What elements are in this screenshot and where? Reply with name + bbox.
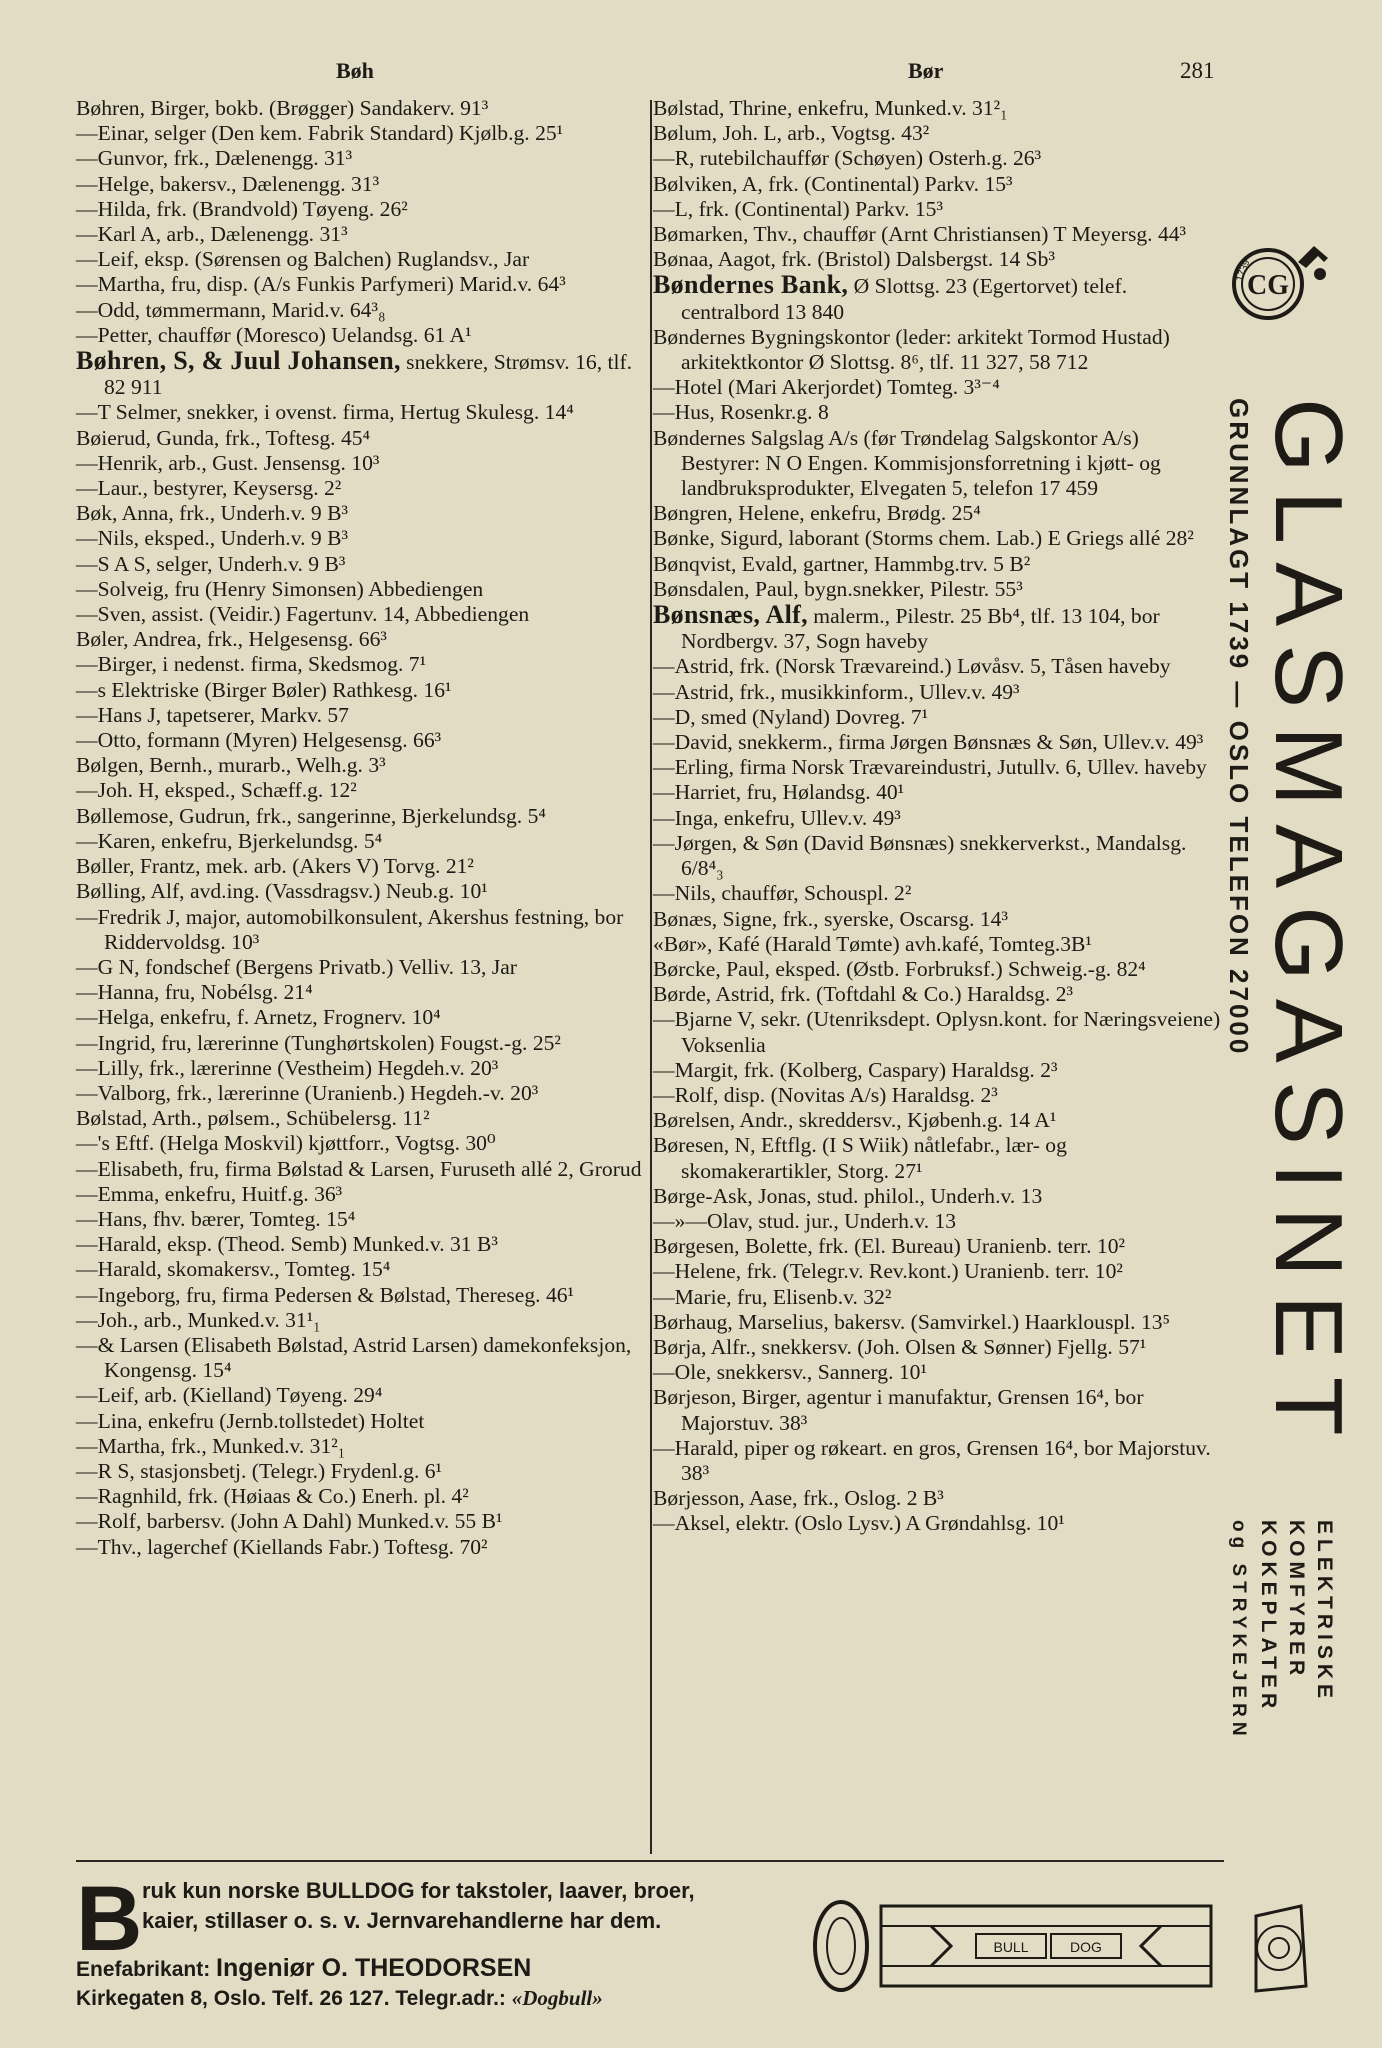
directory-entry: —Karen, enkefru, Bjerkelundsg. 5⁴	[76, 828, 383, 853]
directory-entry: —Inga, enkefru, Ullev.v. 49³	[653, 805, 901, 830]
directory-entry: Bøndernes Salgslag A/s (før Trøndelag Salgskontor A/s) Bestyrer: N O Engen. Kommisjonsforretning i kjøtt- og landbruksprodukter, Elvegaten 5, telefon 17 459	[653, 425, 1161, 501]
directory-entry: —Bjarne V, sekr. (Utenriksdept. Oplysn.kont. for Næringsveiene) Voksenlia	[653, 1007, 1221, 1057]
directory-entry: —Helene, frk. (Telegr.v. Rev.kont.) Uranienb. terr. 10²	[653, 1259, 1123, 1284]
directory-entry: Børhaug, Marselius, bakersv. (Samvirkel.) Haarklouspl. 13⁵	[653, 1309, 1171, 1334]
column-divider	[650, 100, 652, 1854]
directory-entry: —Aksel, elektr. (Oslo Lysv.) A Grøndahlsg. 10¹	[653, 1511, 1065, 1536]
directory-entry: —Rolf, disp. (Novitas A/s) Haraldsg. 2³	[653, 1082, 998, 1107]
directory-entry: Bølling, Alf, avd.ing. (Vassdragsv.) Neub.g. 10¹	[76, 879, 488, 904]
directory-entry: —Otto, formann (Myren) Helgesensg. 66³	[76, 728, 442, 753]
glasmagasinet-subtitle: GRUNNLAGT 1739 — OSLO TELEFON 27000	[1224, 398, 1254, 1057]
ad-komfyrer: KOMFYRER	[1285, 1520, 1308, 1681]
header-left: Bøh	[336, 58, 374, 83]
ad-initial: B	[76, 1868, 143, 1970]
ad-maker-name: Ingeniør O. THEODORSEN	[216, 1954, 532, 1982]
directory-entry: Bøndernes Bygningskontor (leder: arkitekt Tormod Hustad) arkitektkontor Ø Slottsg. 8⁶, tlf. 11 327, 58 712	[653, 324, 1170, 375]
ad-line-1: ruk kun norske BULLDOG for takstoler, laaver, broer,	[142, 1878, 695, 1903]
directory-entry: —Ragnhild, frk. (Høiaas & Co.) Enerh. pl. 4²	[76, 1484, 469, 1509]
directory-entry: Bøllemose, Gudrun, frk., sangerinne, Bjerkelundsg. 5⁴	[76, 803, 546, 828]
ad-line-3	[76, 1954, 531, 1983]
directory-entry: Bøller, Frantz, mek. arb. (Akers V) Torvg. 21²	[76, 854, 474, 879]
directory-entry: —Margit, frk. (Kolberg, Caspary) Haraldsg. 2³	[653, 1057, 1058, 1082]
directory-entry: —Leif, eksp. (Sørensen og Balchen) Ruglandsv., Jar	[76, 247, 530, 272]
directory-entry: —Petter, chauffør (Moresco) Uelandsg. 61 A¹	[76, 322, 472, 347]
entry-firm-name: Bøhren, S, & Juul Johansen,	[76, 346, 401, 376]
directory-entry: Børesen, N, Eftflg. (I S Wiik) nåtlefabr., lær- og skomakerartikler, Storg. 27¹	[653, 1133, 1067, 1183]
art-label-dog: DOG	[1070, 1939, 1102, 1955]
directory-entry: —T Selmer, snekker, i ovenst. firma, Hertug Skulesg. 14⁴	[76, 400, 574, 425]
directory-entry: —Joh., arb., Munked.v. 31¹₁	[76, 1307, 321, 1332]
directory-entry: —Einar, selger (Den kem. Fabrik Standard) Kjølb.g. 25¹	[76, 121, 564, 146]
directory-entry: —L, frk. (Continental) Parkv. 15³	[653, 196, 943, 221]
ad-kokeplater: KOKEPLATER	[1257, 1520, 1280, 1714]
directory-entry: —Helge, bakersv., Dælenengg. 31³	[76, 171, 380, 196]
bulldog-connector-illustration	[801, 1876, 1321, 2016]
directory-entry: Bønsdalen, Paul, bygn.snekker, Pilestr. 55³	[653, 576, 1023, 601]
entry-firm-details: snekkere, Strømsv. 16, tlf. 82 911	[104, 350, 633, 400]
header-center: Bør	[908, 58, 944, 83]
directory-entry: —Astrid, frk., musikkinform., Ullev.v. 49³	[653, 679, 1020, 704]
directory-entry: —Nils, chauffør, Schouspl. 2²	[653, 881, 912, 906]
entry-firm-name: Bøndernes Bank,	[653, 270, 849, 300]
directory-entry: —Valborg, frk., lærerinne (Uranienb.) Hegdeh.-v. 20³	[76, 1080, 539, 1105]
directory-entry: —Hanna, fru, Nobélsg. 21⁴	[76, 980, 313, 1005]
directory-entry: Børgesen, Bolette, frk. (El. Bureau) Uranienb. terr. 10²	[653, 1234, 1126, 1259]
entry-firm-name: Bønsnæs, Alf,	[653, 600, 808, 630]
ad-telegram: «Dogbull»	[511, 1986, 603, 2010]
page-number: 281	[1180, 58, 1215, 83]
directory-entry: Bøngren, Helene, enkefru, Brødg. 25⁴	[653, 501, 981, 526]
directory-entry: —Harriet, fru, Hølandsg. 40¹	[653, 780, 905, 805]
ad-strykejern: og STRYKEJERN	[1228, 1520, 1249, 1741]
directory-entry: —Thv., lagerchef (Kiellands Fabr.) Toftesg. 70²	[76, 1534, 488, 1559]
directory-entry: Bønke, Sigurd, laborant (Storms chem. Lab.) E Griegs allé 28²	[653, 526, 1194, 551]
directory-entry: Bøler, Andrea, frk., Helgesensg. 66³	[76, 627, 387, 652]
directory-entry: —Ingeborg, fru, firma Pedersen & Bølstad, Thereseg. 46¹	[76, 1282, 575, 1307]
ad-address: Kirkegaten 8, Oslo. Telf. 26 127. Telegr.adr.:	[76, 1987, 512, 2010]
directory-entry	[653, 272, 1221, 324]
directory-entry: —Jørgen, & Søn (David Bønsnæs) snekkerverkst., Mandalsg. 6/8⁴₃	[653, 830, 1187, 881]
logo-monogram: CG	[1247, 270, 1289, 301]
entry-firm-details: malerm., Pilestr. 25 Bb⁴, tlf. 13 104, bor Nordbergv. 37, Sogn haveby	[681, 604, 1160, 654]
directory-entry: —Fredrik J, major, automobilkonsulent, Akershus festning, bor Riddervoldsg. 10³	[76, 904, 624, 954]
directory-entry: —Hus, Rosenkr.g. 8	[653, 400, 829, 425]
directory-entry: Børjesson, Aase, frk., Oslog. 2 B³	[653, 1486, 944, 1511]
directory-entry: —Hans, fhv. bærer, Tomteg. 15⁴	[76, 1206, 356, 1231]
entry-firm-details: Ø Slottsg. 23 (Egertorvet) telef. centralbord 13 840	[681, 274, 1128, 324]
directory-entry: Bøhren, Birger, bokb. (Brøgger) Sandakerv. 91³	[76, 96, 489, 120]
directory-entry: Bønaa, Aagot, frk. (Bristol) Dalsbergst. 14 Sb³	[653, 247, 1055, 272]
directory-entry: Børjeson, Birger, agentur i manufaktur, Grensen 16⁴, bor Majorstuv. 38³	[653, 1385, 1144, 1435]
directory-entry: —Joh. H, eksped., Schæff.g. 12²	[76, 778, 357, 803]
directory-entry: —Helga, enkefru, f. Arnetz, Frognerv. 10⁴	[76, 1005, 441, 1030]
directory-entry: —»—Olav, stud. jur., Underh.v. 13	[653, 1208, 957, 1233]
directory-entry: —Laur., bestyrer, Keysersg. 2²	[76, 476, 342, 501]
directory-entry	[653, 602, 1221, 654]
directory-entry	[76, 348, 648, 400]
directory-entry: Bølstad, Thrine, enkefru, Munked.v. 31²₁	[653, 96, 1008, 120]
directory-entry: —Martha, frk., Munked.v. 31²₁	[76, 1433, 346, 1458]
bulldog-advertisement	[76, 1868, 1316, 2018]
directory-entry: —S A S, selger, Underh.v. 9 B³	[76, 551, 346, 576]
directory-entry: Børge-Ask, Jonas, stud. philol., Underh.v. 13	[653, 1183, 1043, 1208]
art-label-bull: BULL	[993, 1939, 1029, 1955]
directory-entry: —Henrik, arb., Gust. Jensensg. 10³	[76, 450, 380, 475]
directory-entry: —Karl A, arb., Dælenengg. 31³	[76, 222, 348, 247]
directory-entry: —Marie, fru, Elisenb.v. 32²	[653, 1284, 892, 1309]
directory-entry: —Hotel (Mari Akerjordet) Tomteg. 3³⁻⁴	[653, 375, 1000, 400]
directory-entry: Bøk, Anna, frk., Underh.v. 9 B³	[76, 501, 348, 526]
directory-entry: —'s Eftf. (Helga Moskvil) kjøttforr., Vogtsg. 30⁰	[76, 1131, 496, 1156]
directory-entry: —R, rutebilchauffør (Schøyen) Osterh.g. 26³	[653, 146, 1042, 171]
directory-entry: —Birger, i nedenst. firma, Skedsmog. 7¹	[76, 652, 427, 677]
directory-entry: —s Elektriske (Birger Bøler) Rathkesg. 16¹	[76, 677, 452, 702]
directory-entry: —Lilly, frk., lærerinne (Vestheim) Hegdeh.v. 20³	[76, 1055, 499, 1080]
directory-entry: Bølum, Joh. L, arb., Vogtsg. 43²	[653, 121, 930, 146]
directory-entry: —R S, stasjonsbetj. (Telegr.) Frydenl.g. 6¹	[76, 1458, 443, 1483]
directory-entry: —G N, fondschef (Bergens Privatb.) Velliv. 13, Jar	[76, 954, 517, 979]
directory-entry: Børja, Alfr., snekkersv. (Joh. Olsen & Sønner) Fjellg. 57¹	[653, 1334, 1147, 1359]
directory-entry: Bønæs, Signe, frk., syerske, Oscarsg. 14³	[653, 906, 1008, 931]
glasmagasinet-logo	[1228, 232, 1332, 332]
directory-entry: —Harald, skomakersv., Tomteg. 15⁴	[76, 1257, 391, 1282]
directory-entry: —Leif, arb. (Kielland) Tøyeng. 29⁴	[76, 1383, 383, 1408]
directory-entry: —Solveig, fru (Henry Simonsen) Abbediengen	[76, 576, 484, 601]
directory-entry: —Hilda, frk. (Brandvold) Tøyeng. 26²	[76, 196, 408, 221]
directory-entry: Bøierud, Gunda, frk., Toftesg. 45⁴	[76, 425, 371, 450]
directory-entry: —Erling, firma Norsk Trævareindustri, Jutullv. 6, Ullev. haveby	[653, 755, 1207, 780]
ad-divider	[76, 1860, 1224, 1862]
ad-maker-prefix: Enefabrikant:	[76, 1958, 217, 1981]
left-column	[76, 96, 648, 1856]
directory-entry: Børelsen, Andr., skreddersv., Kjøbenh.g. 14 A¹	[653, 1108, 1057, 1133]
directory-entry: —Odd, tømmermann, Marid.v. 64³₈	[76, 297, 386, 322]
ad-line-4	[76, 1986, 603, 2011]
ad-elektriske: ELEKTRISKE	[1313, 1520, 1336, 1704]
directory-entry: Børde, Astrid, frk. (Toftdahl & Co.) Haraldsg. 2³	[653, 982, 1073, 1007]
directory-entry: Bølstad, Arth., pølsem., Schübelersg. 11²	[76, 1106, 430, 1131]
directory-entry: —Harald, eksp. (Theod. Semb) Munked.v. 31 B³	[76, 1232, 498, 1257]
ad-line-2: kaier, stillaser o. s. v. Jernvarehandlerne har dem.	[142, 1908, 662, 1933]
directory-entry: —Sven, assist. (Veidir.) Fagertunv. 14, Abbediengen	[76, 602, 530, 627]
directory-entry: —Harald, piper og røkeart. en gros, Grensen 16⁴, bor Majorstuv. 38³	[653, 1435, 1211, 1485]
logo-year: 1739	[1234, 258, 1253, 284]
directory-entry: —Ingrid, fru, lærerinne (Tunghørtskolen) Fougst.-g. 25²	[76, 1030, 561, 1055]
middle-column	[653, 96, 1221, 1856]
directory-entry: Bølgen, Bernh., murarb., Welh.g. 3³	[76, 753, 386, 778]
directory-entry: —Astrid, frk. (Norsk Trævareind.) Løvåsv. 5, Tåsen haveby	[653, 654, 1171, 679]
glasmagasinet-title: GLASMAGASINET	[1255, 398, 1362, 1454]
directory-entry: Bønqvist, Evald, gartner, Hammbg.trv. 5 B²	[653, 551, 1031, 576]
directory-entry: —Emma, enkefru, Huitf.g. 36³	[76, 1181, 343, 1206]
directory-entry: —Elisabeth, fru, firma Bølstad & Larsen, Furuseth allé 2, Grorud	[76, 1156, 642, 1181]
directory-entry: —Gunvor, frk., Dælenengg. 31³	[76, 146, 353, 171]
directory-entry: —Lina, enkefru (Jernb.tollstedet) Holtet	[76, 1408, 425, 1433]
directory-entry: —Nils, eksped., Underh.v. 9 B³	[76, 526, 348, 551]
directory-entry: —Rolf, barbersv. (John A Dahl) Munked.v. 55 B¹	[76, 1509, 503, 1534]
directory-entry: Bømarken, Thv., chauffør (Arnt Christiansen) T Meyersg. 44³	[653, 222, 1187, 247]
directory-entry: —D, smed (Nyland) Dovreg. 7¹	[653, 704, 929, 729]
directory-entry: —Martha, fru, disp. (A/s Funkis Parfymeri) Marid.v. 64³	[76, 272, 566, 297]
directory-entry: —Hans J, tapetserer, Markv. 57	[76, 702, 349, 727]
directory-entry: «Bør», Kafé (Harald Tømte) avh.kafé, Tomteg.3B¹	[653, 931, 1092, 956]
directory-entry: Bølviken, A, frk. (Continental) Parkv. 15³	[653, 171, 1013, 196]
directory-entry: —Ole, snekkersv., Sannerg. 10¹	[653, 1360, 927, 1385]
directory-entry: —& Larsen (Elisabeth Bølstad, Astrid Larsen) damekonfeksjon, Kongensg. 15⁴	[76, 1332, 632, 1383]
directory-entry: Børcke, Paul, eksped. (Østb. Forbruksf.) Schweig.-g. 82⁴	[653, 956, 1146, 981]
directory-entry: —David, snekkerm., firma Jørgen Bønsnæs & Søn, Ullev.v. 49³	[653, 730, 1204, 755]
